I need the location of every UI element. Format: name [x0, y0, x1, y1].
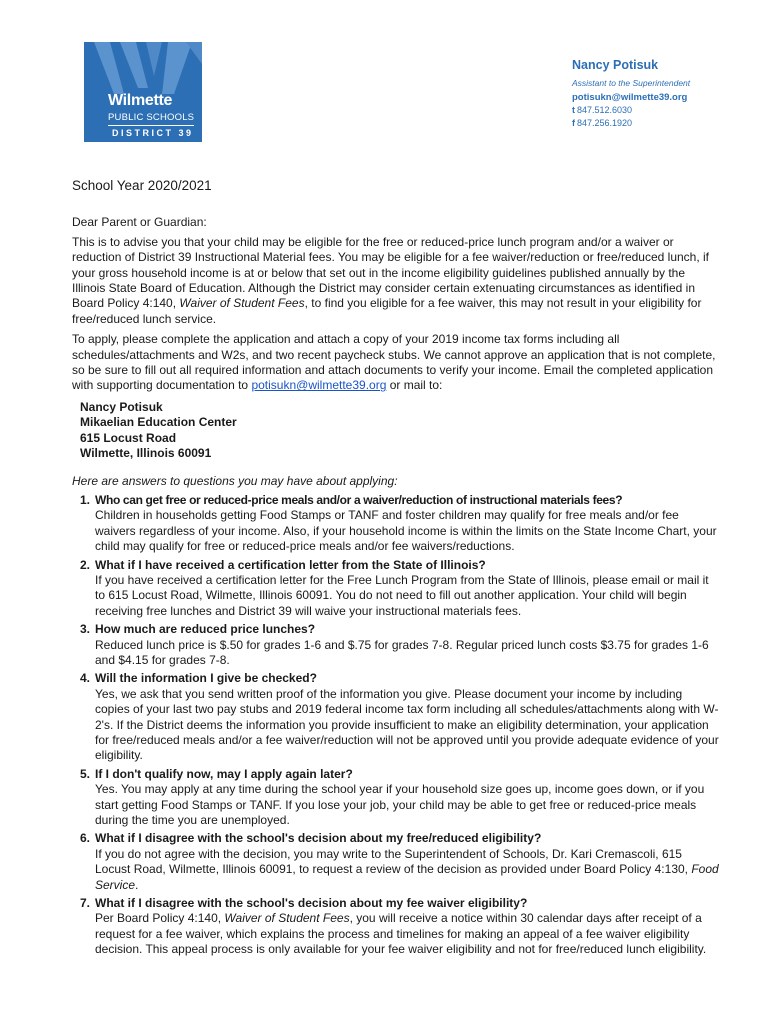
faq-question: What if I have received a certification letter from the State of Illinois?	[95, 557, 486, 572]
district-logo	[84, 42, 202, 142]
address-line: Nancy Potisuk	[80, 399, 163, 414]
contact-block	[572, 58, 690, 130]
logo-subtitle: PUBLIC SCHOOLS	[108, 112, 195, 123]
logo-district: DISTRICT 39	[112, 128, 194, 138]
greeting: Dear Parent or Guardian:	[72, 215, 207, 230]
contact-email[interactable]: potisukn@wilmette39.org	[572, 92, 688, 103]
eligibility-paragraph: This is to advise you that your child may be eligible for the free or reduced-price lunch program and/or a waiver or reduction of District 39 Instructional Material fees. You may be eligible for a fee waiver/reduction or free/reduced lunch, if your gross household income is at or below that set out in the income eligibility guidelines published annually by the Illinois State Board of Education. Although the District may consider certain extenuating circumstances as identified in Board Policy 4:140, Waiver of Student Fees, to find you eligible for a fee waiver, this may not result in your eligibility for free/reduced lunch service.	[72, 234, 710, 326]
contact-fax: f 847.256.1920	[572, 118, 633, 128]
contact-name: Nancy Potisuk	[572, 58, 659, 72]
faq-answer: If you have received a certification letter for the Free Lunch Program from the State of Illinois, please email or mail it to 615 Locust Road, Wilmette, Illinois 60091. You do not need to fill out another application. Your child will begin receiving free lunches and District 39 will waive your instructional materials fees.	[95, 572, 709, 618]
faq-question: What if I disagree with the school's decision about my free/reduced eligibility?	[95, 831, 542, 846]
apply-paragraph: To apply, please complete the application and attach a copy of your 2019 income tax forms including all schedules/attachments and W2s, and two recent paycheck stubs. We cannot approve an application that is not complete, so be sure to fill out all required information and attach documents to verify your income. Email the completed application with supporting documentation to potisukn@wilmette39.org or mail to:	[72, 332, 716, 393]
address-line: Mikaelian Education Center	[80, 415, 237, 430]
faq-answer: Per Board Policy 4:140, Waiver of Student Fees, you will receive a notice within 30 calendar days after receipt of a request for a fee waiver, which explains the process and timelines for making an appeal of a fee waiver eligibility decision. This appeal process is only available for your fee waiver eligibility and not for free/reduced lunch eligibility.	[95, 911, 707, 957]
letter-body	[72, 178, 720, 961]
email-link[interactable]: potisukn@wilmette39.org	[251, 378, 387, 393]
faq-answer: Children in households getting Food Stamps or TANF and foster children may qualify for free meals and/or fee waivers regardless of your income. Also, if your household income is within the limits on the State Income Chart, your child may qualify for free or reduced-price meals and/or fee waivers/reductions.	[95, 508, 717, 554]
faq-question: How much are reduced price lunches?	[95, 622, 316, 637]
faq-item: 6. What if I disagree with the school's decision about my free/reduced eligibility? If you do not agree with the decision, you may write to the Superintendent of Schools, Dr. Kari Cremascoli, 615 Locust Road, Wilmette, Illinois 60091, to request a review of the decision as provided under Board Policy 4:130, Food Service.	[80, 831, 719, 892]
logo-name: Wilmette	[108, 92, 173, 109]
faq-item: 4. Will the information I give be checked? Yes, we ask that you send written proof of the information you give. Please document your income by including copies of your last two pay stubs and 2019 federal income tax form including all schedules/attachments along with W-2's. If the District deems the information you provide insufficient to make an eligibility determination, your application for free/reduced meals and/or a fee waiver/reduction will not be approved until you provide adequate evidence of your eligibility.	[80, 671, 719, 763]
faq-answer: Yes, we ask that you send written proof of the information you give. Please document your income by including copies of your last two pay stubs and 2019 federal income tax form including all schedules/attachments along with W-2's. If the District deems the information you provide insufficient to make an eligibility determination, your application for free/reduced meals and/or a fee waiver/reduction will not be approved until you provide adequate evidence of your eligibility.	[95, 686, 719, 763]
faq-item: 1. Who can get free or reduced-price meals and/or a waiver/reduction of instructional materials fees? Children in households getting Food Stamps or TANF and foster children may qualify for free meals and/or fee waivers regardless of your income. Also, if your household income is within the limits on the State Income Chart, your child may qualify for free or reduced-price meals and/or fee waivers/reductions.	[72, 493, 720, 555]
faq-intro: Here are answers to questions you may have about applying:	[72, 473, 398, 488]
faq-question: If I don't qualify now, may I apply again later?	[95, 766, 353, 781]
faq-question: What if I disagree with the school's decision about my fee waiver eligibility?	[95, 896, 528, 911]
faq-item: 7. What if I disagree with the school's decision about my fee waiver eligibility? Per Board Policy 4:140, Waiver of Student Fees, you will receive a notice within 30 calendar days after receipt of a request for a fee waiver, which explains the process and timelines for making an appeal of a fee waiver eligibility decision. This appeal process is only available for your fee waiver eligibility and not for free/reduced lunch eligibility.	[72, 896, 720, 958]
policy-title: Waiver of Student Fees	[179, 296, 305, 311]
faq-question: Will the information I give be checked?	[95, 671, 317, 686]
faq-item: 5. If I don't qualify now, may I apply again later? Yes. You may apply at any time during the school year if your household size goes up, income goes down, or if you start getting Food Stamps or TANF. If you lose your job, your child may be able to get free or reduced-price meals during the time you are unemployed.	[72, 767, 720, 829]
logo-divider	[108, 125, 194, 126]
mailing-address	[80, 400, 720, 462]
faq-question: Who can get free or reduced-price meals and/or a waiver/reduction of instructional materials fees?	[95, 492, 623, 507]
faq-answer: Yes. You may apply at any time during the school year if your household size goes up, income goes down, or if you start getting Food Stamps or TANF. If you lose your job, your child may be able to get free or reduced-price meals during the time you are unemployed.	[95, 782, 705, 828]
school-year-heading: School Year 2020/2021	[72, 178, 212, 193]
faq-item: 3. How much are reduced price lunches? Reduced lunch price is $.50 for grades 1-6 and $.75 for grades 7-8. Regular priced lunch costs $3.75 for grades 1-6 and $4.15 for grades 7-8.	[72, 622, 720, 668]
faq-answer: Reduced lunch price is $.50 for grades 1-6 and $.75 for grades 7-8. Regular priced lunch costs $3.75 for grades 1-6 and $4.15 for grades 7-8.	[95, 637, 709, 667]
address-line: 615 Locust Road	[80, 430, 177, 445]
contact-phone: t 847.512.6030	[572, 105, 633, 115]
faq-item: 2. What if I have received a certification letter from the State of Illinois? If you have received a certification letter for the Free Lunch Program from the State of Illinois, please email or mail it to 615 Locust Road, Wilmette, Illinois 60091. You do not need to fill out another application. Your child will begin receiving free lunches and District 39 will waive your instructional materials fees.	[72, 558, 720, 620]
address-line: Wilmette, Illinois 60091	[80, 446, 212, 461]
faq-answer: If you do not agree with the decision, you may write to the Superintendent of Schools, Dr. Kari Cremascoli, 615 Locust Road, Wilmette, Illinois 60091, to request a review of the decision as provided under Board Policy 4:130, Food Service.	[95, 846, 719, 892]
contact-title: Assistant to the Superintendent	[572, 78, 691, 88]
faq-list	[72, 493, 720, 958]
